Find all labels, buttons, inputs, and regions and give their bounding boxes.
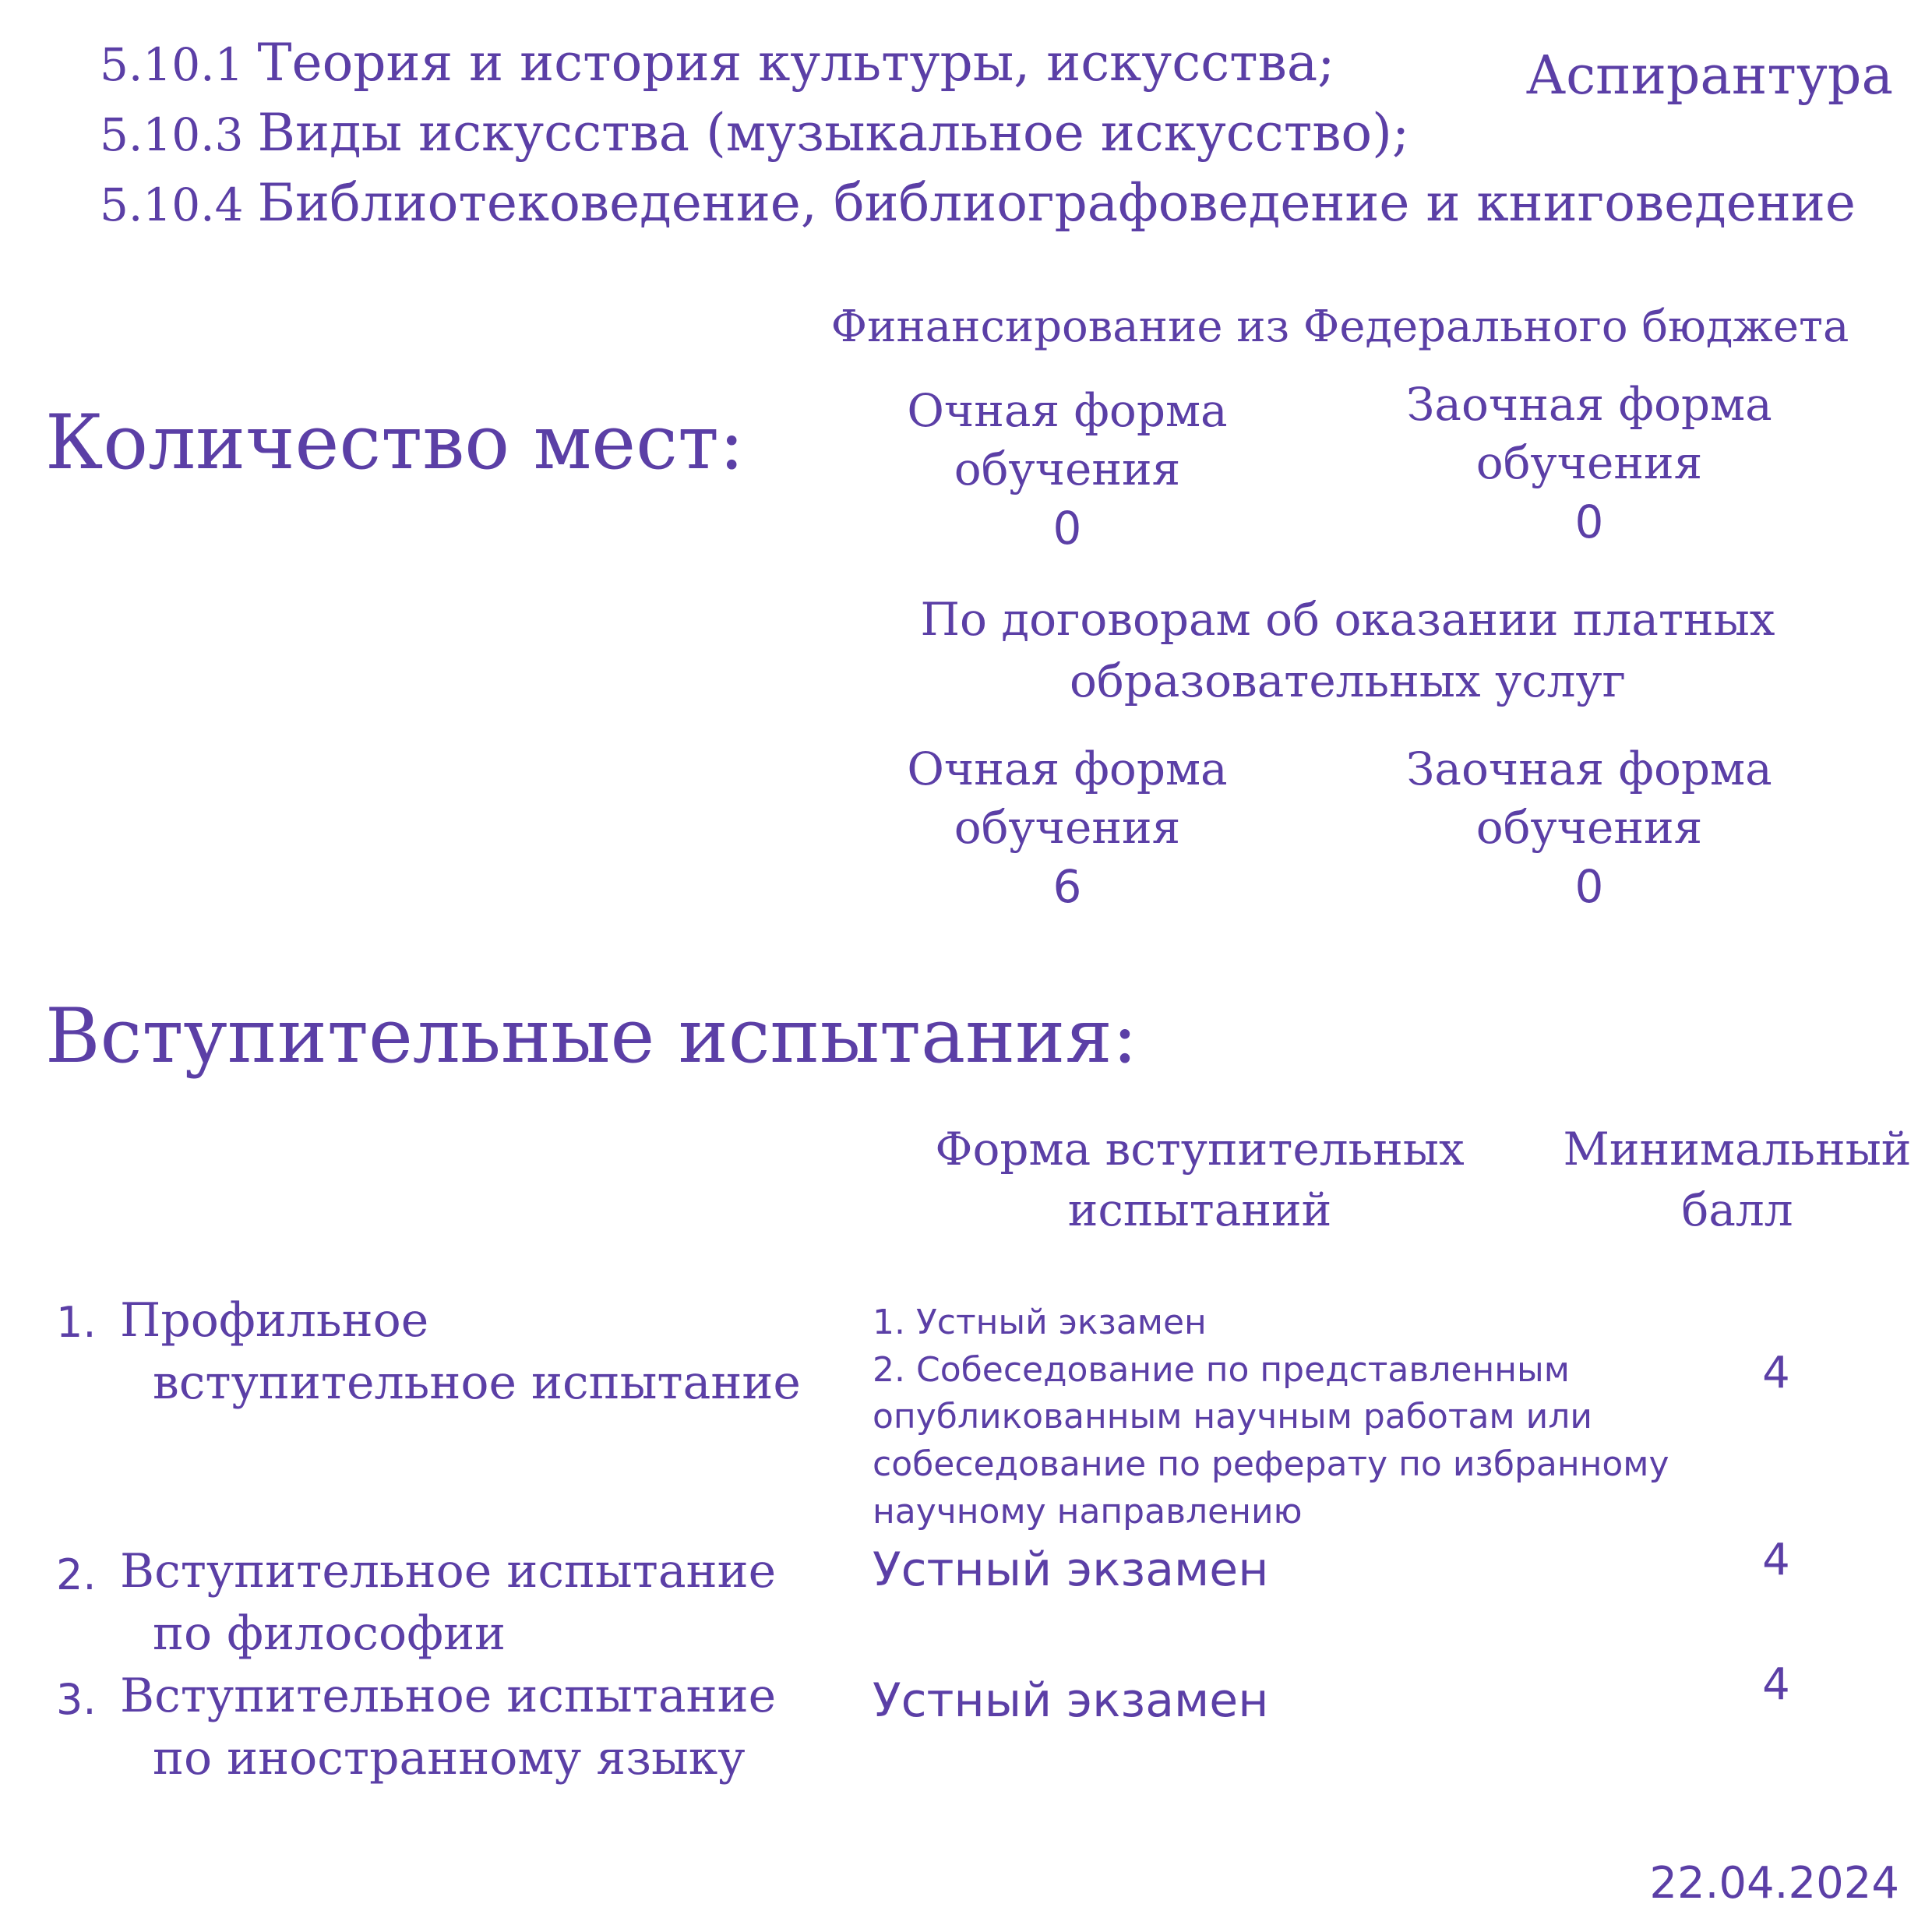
header-line: балл [1681, 1183, 1793, 1237]
seat-count: 0 [1574, 859, 1604, 913]
exam-name [120, 1290, 801, 1415]
budget-part-time [1371, 375, 1807, 552]
seat-count: 0 [1574, 495, 1604, 548]
exam-form: Устный экзамен [873, 1542, 1269, 1597]
exam-form [873, 1299, 1690, 1536]
exam-min-score: 4 [1762, 1348, 1790, 1398]
form-label: обучения [1475, 436, 1703, 490]
exam-min-score: 4 [1762, 1535, 1790, 1585]
specialty-line [100, 173, 1856, 233]
form-label: Заочная форма [1406, 378, 1772, 431]
exam-name [120, 1541, 776, 1666]
exam-name [120, 1666, 776, 1790]
form-label: обучения [1475, 801, 1703, 855]
exam-number: 2. [56, 1550, 97, 1599]
exam-name-line: Профильное [120, 1293, 429, 1348]
exam-form-item: 1. Устный экзамен [873, 1303, 1207, 1342]
exam-form: Устный экзамен [873, 1673, 1269, 1728]
paid-full-time [865, 740, 1270, 916]
specialty-name: Теория и история культуры, искусства; [257, 33, 1335, 93]
exam-min-score: 4 [1762, 1659, 1790, 1710]
exam-form-item: 2. Собеседование по представленным опубликованным научным работам или собеседование по реферату по избранному научному направлению [873, 1349, 1669, 1532]
specialty-name: Виды искусства (музыкальное искусство); [257, 103, 1410, 163]
paid-part-time [1371, 740, 1807, 916]
header-line: Минимальный [1563, 1123, 1912, 1176]
specialty-line [100, 103, 1410, 163]
paid-funding-title [865, 589, 1831, 712]
exam-score-header [1542, 1119, 1932, 1241]
document-date: 22.04.2024 [1649, 1858, 1899, 1909]
specialty-code: 5.10.4 [100, 178, 244, 231]
seat-count: 6 [1052, 859, 1082, 913]
exam-name-line: по философии [153, 1606, 506, 1661]
exams-title: Вступительные испытания: [45, 992, 1138, 1080]
form-label: обучения [954, 442, 1181, 496]
form-label: Заочная форма [1406, 742, 1772, 795]
budget-full-time [865, 382, 1270, 558]
education-level: Аспирантура [1525, 45, 1893, 107]
specialty-name: Библиотековедение, библиографоведение и книговедение [257, 173, 1856, 233]
exam-name-line: по иностранному языку [153, 1730, 746, 1786]
form-label: Очная форма [907, 742, 1228, 795]
exam-number: 1. [56, 1298, 97, 1347]
specialty-line [100, 33, 1335, 93]
form-label: обучения [954, 801, 1181, 855]
seats-title: Количество мест: [45, 399, 745, 486]
header-line: Форма вступительных [935, 1123, 1465, 1176]
exam-form-header [888, 1119, 1511, 1241]
exam-name-line: Вступительное испытание [120, 1669, 777, 1723]
exam-name-line: вступительное испытание [153, 1355, 801, 1410]
specialty-code: 5.10.1 [100, 38, 244, 91]
budget-funding-title: Финансирование из Федерального бюджета [830, 301, 1849, 352]
form-label: Очная форма [907, 384, 1228, 437]
exam-name-line: Вступительное испытание [120, 1544, 777, 1599]
header-line: испытаний [1067, 1183, 1332, 1237]
exam-number: 3. [56, 1675, 97, 1724]
paid-title-line: образовательных услуг [1069, 654, 1627, 707]
paid-title-line: По договорам об оказании платных [920, 593, 1775, 646]
seat-count: 0 [1052, 501, 1082, 555]
specialty-code: 5.10.3 [100, 108, 244, 161]
